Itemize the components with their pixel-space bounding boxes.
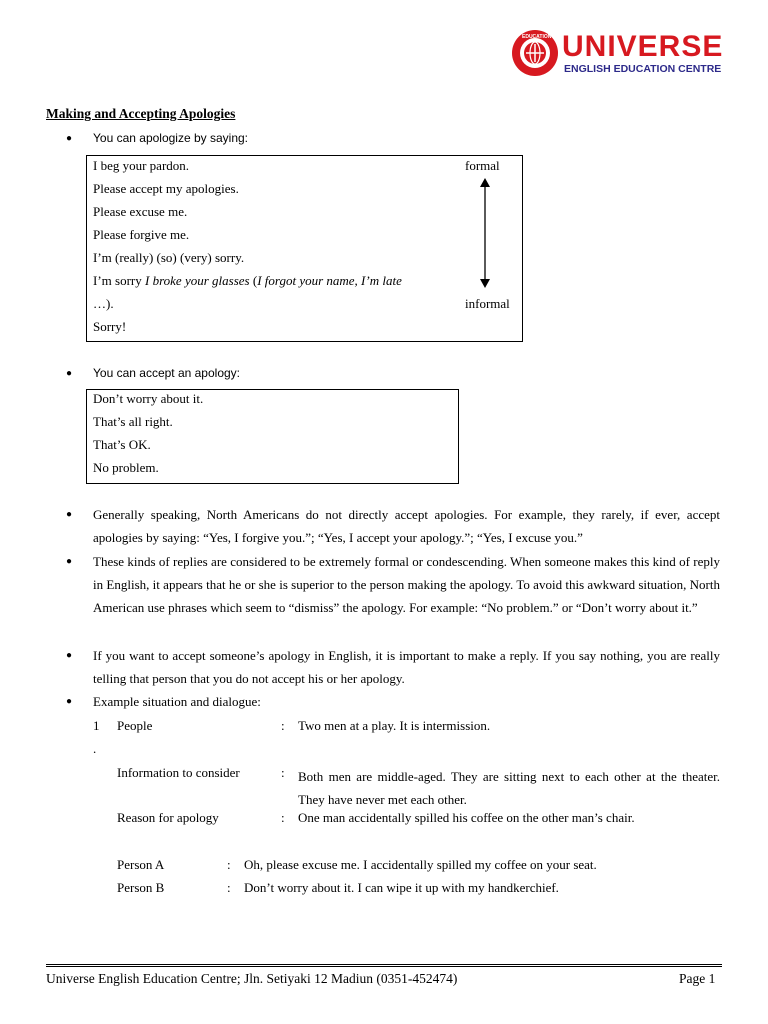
formal-label: formal — [465, 158, 500, 173]
phrase-line-cont: …). — [93, 296, 114, 311]
phrase-line: I beg your pardon. — [93, 158, 190, 173]
phrase-line-sorry — [93, 273, 402, 289]
section2-intro: You can accept an apology: — [93, 366, 241, 380]
bullet-icon: ● — [66, 368, 73, 379]
informal-label: informal — [465, 296, 510, 311]
bullet-icon: ● — [66, 509, 73, 520]
phrase-line: Please excuse me. — [93, 204, 188, 219]
logo-seal-text: EDUCATION — [522, 34, 552, 40]
footer-divider — [46, 964, 722, 965]
example-colon: : — [281, 810, 285, 825]
logo-subtitle: ENGLISH EDUCATION CENTRE — [564, 63, 722, 75]
paragraph-4: Example situation and dialogue: — [93, 694, 261, 709]
sorry-example-2: I forgot your name, I’m late — [257, 273, 402, 288]
dialogue-colon: : — [227, 857, 231, 872]
accept-line: That’s all right. — [93, 414, 173, 429]
apology-phrases-box — [86, 155, 523, 342]
example-dot: . — [93, 741, 97, 756]
sorry-prefix: I’m sorry — [93, 273, 145, 288]
example-value-info: Both men are middle-aged. They are sitting next to each other at the theater. They have never met each other. — [298, 769, 720, 807]
accept-line: No problem. — [93, 460, 159, 475]
phrase-line: Please accept my apologies. — [93, 181, 239, 196]
example-label-people: People — [117, 718, 153, 733]
example-colon: : — [281, 718, 285, 733]
paragraph-1: Generally speaking, North Americans do not directly accept apologies. For example, they rarely, if ever, accept apologies by saying: “Yes, I forgive you.”; “Yes, I accept your apology.”; “Yes, I excuse you.” — [93, 507, 720, 545]
bullet-icon: ● — [66, 556, 73, 567]
sorry-paren: ( — [249, 273, 258, 288]
phrase-line: I’m (really) (so) (very) sorry. — [93, 250, 245, 265]
example-label-info: Information to consider — [117, 765, 240, 780]
company-logo — [510, 28, 725, 78]
page-title: Making and Accepting Apologies — [46, 106, 236, 121]
dialogue-text-b: Don’t worry about it. I can wipe it up with my handkerchief. — [244, 880, 559, 895]
example-label-reason: Reason for apology — [117, 810, 219, 825]
phrase-line: Please forgive me. — [93, 227, 190, 242]
dialogue-speaker-a: Person A — [117, 857, 165, 872]
phrase-line: Sorry! — [93, 319, 127, 334]
example-colon: : — [281, 765, 285, 780]
logo-brand: UNIVERSE — [562, 30, 724, 63]
bullet-icon: ● — [66, 696, 73, 707]
dialogue-speaker-b: Person B — [117, 880, 165, 895]
formality-arrow-icon — [478, 178, 492, 288]
paragraph-2: These kinds of replies are considered to be extremely formal or condescending. When someone makes this kind of reply in English, it appears that he or she is superior to the person making the apology. To avoid this awkward situation, North American use phrases which seem to “dismiss” the apology. For example: “No problem.” or “Don’t worry about it.” — [93, 554, 720, 615]
paragraph-3: If you want to accept someone’s apology in English, it is important to make a reply. If you say nothing, you are really telling that person that you do not accept his or her apology. — [93, 648, 720, 686]
section1-intro: You can apologize by saying: — [93, 131, 249, 145]
example-value-reason: One man accidentally spilled his coffee on the other man’s chair. — [298, 810, 635, 825]
example-number: 1 — [93, 718, 100, 733]
bullet-icon: ● — [66, 133, 73, 144]
accept-phrases-box — [86, 389, 459, 484]
bullet-icon: ● — [66, 650, 73, 661]
sorry-example-1: I broke your glasses — [145, 273, 250, 288]
example-value-people: Two men at a play. It is intermission. — [298, 718, 491, 733]
footer-divider — [46, 966, 722, 967]
dialogue-colon: : — [227, 880, 231, 895]
accept-line: That’s OK. — [93, 437, 151, 452]
footer-page-number: Page 1 — [679, 971, 716, 986]
footer-address: Universe English Education Centre; Jln. Setiyaki 12 Madiun (0351-452474) — [46, 971, 458, 986]
accept-line: Don’t worry about it. — [93, 391, 204, 406]
dialogue-text-a: Oh, please excuse me. I accidentally spilled my coffee on your seat. — [244, 857, 597, 872]
